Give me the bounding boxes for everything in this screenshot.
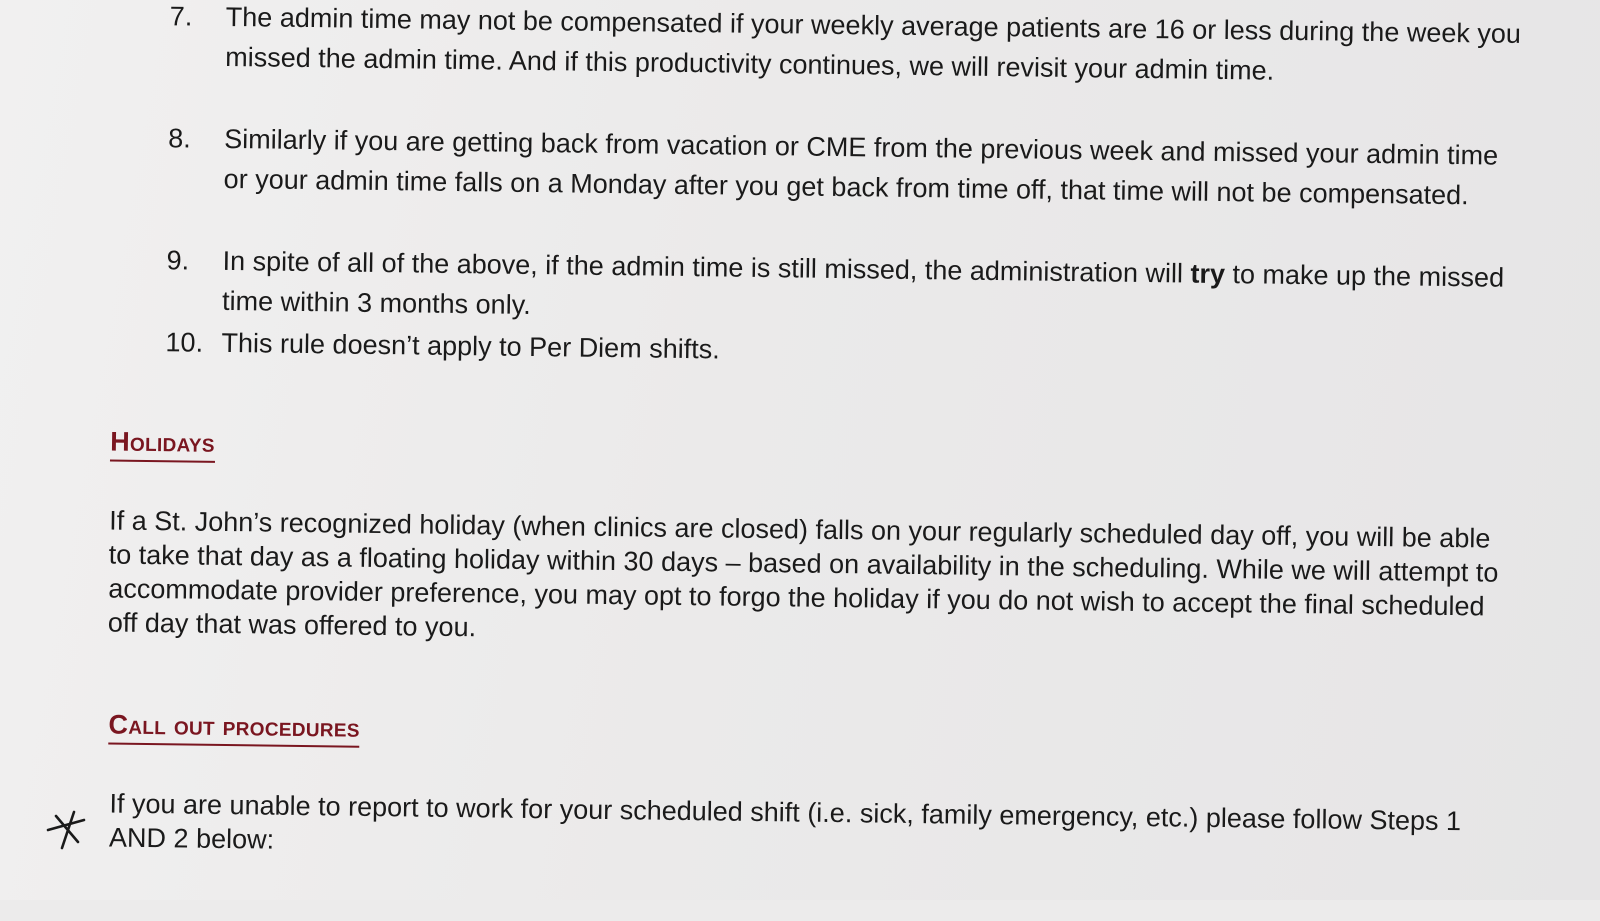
list-item-9: [166, 240, 1527, 320]
list-number: 8.: [168, 123, 191, 154]
emphasis-text: try: [1190, 258, 1226, 290]
list-number: 7.: [169, 1, 193, 32]
star-icon: [44, 808, 88, 852]
list-text-part: In spite of all of the above, if the admin time is still missed, the administration will: [222, 245, 1191, 289]
list-text: The admin time may not be compensated if your weekly average patients are 16 or less during the week you missed the admin time. And if this productivity continues, we will revisit your admin time.: [225, 1, 1522, 86]
holidays-paragraph: If a St. John’s recognized holiday (when clinics are closed) falls on your regularly scheduled day off, you will be able to take that day as a floating holiday within 30 days – based on availability in the scheduling. While we will attempt to accommodate provider preference, you may opt to forgo the holiday if you do not wish to accept the final scheduled off day that was offered to you.: [107, 505, 1499, 643]
list-text: Similarly if you are getting back from vacation or CME from the previous week and missed your admin time or your admin time falls on a Monday after you get back from time off, that time will not be compensated.: [223, 123, 1499, 211]
call-out-heading: [108, 709, 360, 743]
section-title-text: Call out procedures: [108, 709, 361, 743]
list-text: This rule doesn’t apply to Per Diem shifts.: [221, 327, 720, 365]
heading-underline: [110, 459, 215, 462]
list-number: 9.: [166, 245, 190, 276]
list-text-part: to make up the missed time within 3 months only.: [221, 259, 1505, 320]
section-title-text: Holidays: [110, 426, 216, 458]
heading-underline: [108, 742, 359, 747]
list-number: 10.: [165, 327, 204, 358]
list-text: [222, 241, 1523, 338]
call-out-paragraph: If you are unable to report to work for your scheduled shift (i.e. sick, family emergency, etc.) please follow Steps 1 AND 2 below:: [108, 788, 1462, 855]
list-item-8: [168, 118, 1528, 211]
holidays-heading: [110, 426, 215, 458]
